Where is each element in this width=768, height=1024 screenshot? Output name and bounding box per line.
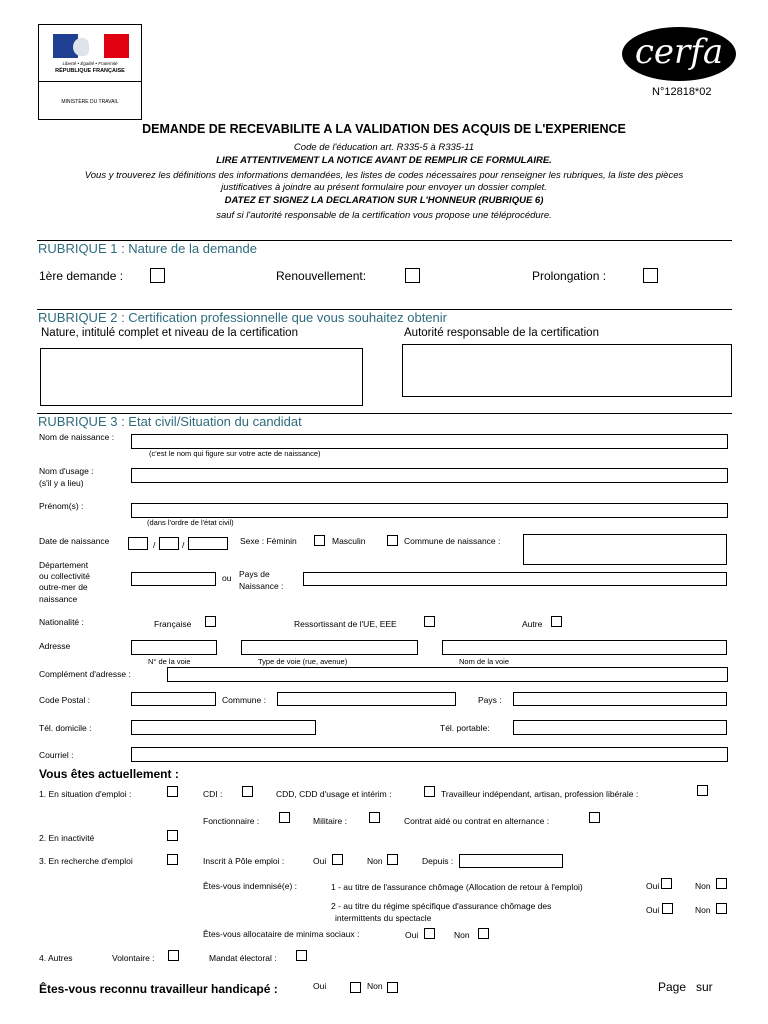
- eu-label: Ressortissant de l'UE, EEE: [294, 619, 397, 629]
- french-checkbox[interactable]: [205, 616, 216, 627]
- or-label: ou: [222, 573, 232, 583]
- extension-label: Prolongation :: [532, 269, 607, 283]
- birth-country-label-2: Naissance :: [239, 581, 284, 591]
- birth-town-label: Commune de naissance :: [404, 536, 501, 546]
- aided-contract-checkbox[interactable]: [589, 812, 600, 823]
- others-label: 4. Autres: [39, 953, 73, 963]
- compensated-label: Êtes-vous indemnisé(e) :: [203, 881, 298, 891]
- first-request-checkbox[interactable]: [150, 268, 165, 283]
- flag-icon: [53, 34, 129, 58]
- cerfa-logo-text: cerfa: [634, 32, 724, 72]
- usage-name-label-2: (s'il y a lieu): [39, 478, 84, 488]
- pole-emploi-no-label: Non: [367, 856, 383, 866]
- birth-name-hint: (c'est le nom qui figure sur votre acte de naissance): [149, 449, 321, 458]
- birth-dept-field[interactable]: [131, 572, 216, 586]
- pole-emploi-yes-checkbox[interactable]: [332, 854, 343, 865]
- mandate-checkbox[interactable]: [296, 950, 307, 961]
- cdi-checkbox[interactable]: [242, 786, 253, 797]
- date-separator: /: [182, 540, 185, 550]
- pole-emploi-no-checkbox[interactable]: [387, 854, 398, 865]
- country-label: Pays :: [478, 695, 502, 705]
- postal-code-field[interactable]: [131, 692, 216, 706]
- inactive-checkbox[interactable]: [167, 830, 178, 841]
- postal-code-label: Code Postal :: [39, 695, 91, 705]
- renewal-checkbox[interactable]: [405, 268, 420, 283]
- sex-female-checkbox[interactable]: [314, 535, 325, 546]
- employed-label: 1. En situation d'emploi :: [39, 789, 132, 799]
- compensation-1-yes-label: Oui: [646, 881, 660, 891]
- teleprocedure-note: sauf si l'autorité responsable de la certification vous propose une téléprocédure.: [216, 210, 552, 221]
- town-field[interactable]: [277, 692, 456, 706]
- mandate-label: Mandat électoral :: [209, 953, 277, 963]
- civil-servant-checkbox[interactable]: [279, 812, 290, 823]
- rubrique-3-title: RUBRIQUE 3 : Etat civil/Situation du candidat: [38, 414, 302, 429]
- minima-yes-checkbox[interactable]: [424, 928, 435, 939]
- street-type-field[interactable]: [241, 640, 418, 655]
- since-label: Depuis :: [422, 856, 454, 866]
- volunteer-label: Volontaire :: [112, 953, 155, 963]
- address-complement-field[interactable]: [167, 667, 728, 682]
- dept-label-4: naissance: [39, 594, 78, 604]
- independent-checkbox[interactable]: [697, 785, 708, 796]
- handicap-yes-checkbox[interactable]: [350, 982, 361, 993]
- street-name-caption: Nom de la voie: [459, 657, 510, 666]
- compensation-1-no-label: Non: [695, 881, 711, 891]
- form-title: DEMANDE DE RECEVABILITE A LA VALIDATION DES ACQUIS DE L'EXPERIENCE: [142, 122, 626, 136]
- mobile-phone-label: Tél. portable:: [440, 723, 490, 733]
- usage-name-field[interactable]: [131, 468, 728, 483]
- handicap-label: Êtes-vous reconnu travailleur handicapé :: [39, 982, 278, 996]
- birth-name-label: Nom de naissance :: [39, 432, 115, 442]
- rubrique-2-title: RUBRIQUE 2 : Certification professionnelle que vous souhaitez obtenir: [38, 310, 447, 325]
- email-label: Courriel :: [39, 750, 74, 760]
- compensation-1-label: 1 - au titre de l'assurance chômage (Allocation de retour à l'emploi): [331, 882, 583, 892]
- republic: RÉPUBLIQUE FRANÇAISE: [55, 68, 125, 74]
- military-checkbox[interactable]: [369, 812, 380, 823]
- aided-contract-label: Contrat aidé ou contrat en alternance :: [404, 816, 550, 826]
- pole-emploi-label: Inscrit à Pôle emploi :: [203, 856, 285, 866]
- ministry: MINISTÈRE DU TRAVAIL: [61, 99, 119, 105]
- nationality-label: Nationalité :: [39, 617, 84, 627]
- job-seeking-checkbox[interactable]: [167, 854, 178, 865]
- marianne-logo: [38, 24, 142, 120]
- first-names-hint: (dans l'ordre de l'état civil): [147, 518, 234, 527]
- sex-male-checkbox[interactable]: [387, 535, 398, 546]
- birth-country-label-1: Pays de: [239, 569, 270, 579]
- handicap-no-checkbox[interactable]: [387, 982, 398, 993]
- minima-yes-label: Oui: [405, 930, 419, 940]
- birth-town-field[interactable]: [523, 534, 727, 565]
- usage-name-label: Nom d'usage :: [39, 466, 94, 476]
- read-notice: LIRE ATTENTIVEMENT LA NOTICE AVANT DE REMPLIR CE FORMULAIRE.: [216, 155, 552, 166]
- french-label: Française: [154, 619, 192, 629]
- situation-title: Vous êtes actuellement :: [39, 767, 179, 781]
- minima-no-checkbox[interactable]: [478, 928, 489, 939]
- compensation-1-no-checkbox[interactable]: [716, 878, 727, 889]
- birth-country-field[interactable]: [303, 572, 727, 586]
- sign-instruction: DATEZ ET SIGNEZ LA DECLARATION SUR L'HONNEUR (RUBRIQUE 6): [224, 195, 544, 206]
- handicap-no-label: Non: [367, 981, 383, 991]
- birth-day-field[interactable]: [128, 537, 148, 550]
- birth-month-field[interactable]: [159, 537, 179, 550]
- military-label: Militaire :: [313, 816, 348, 826]
- volunteer-checkbox[interactable]: [168, 950, 179, 961]
- other-nationality-label: Autre: [522, 619, 543, 629]
- legal-code: Code de l'éducation art. R335-5 à R335-11: [293, 142, 475, 153]
- compensation-2-yes-label: Oui: [646, 905, 660, 915]
- minima-label: Êtes-vous allocataire de minima sociaux :: [203, 929, 360, 939]
- compensation-1-yes-checkbox[interactable]: [661, 878, 672, 889]
- independent-label: Travailleur indépendant, artisan, profession libérale :: [441, 789, 639, 799]
- compensation-2-label-2: intermittents du spectacle: [335, 913, 432, 923]
- dept-label-1: Département: [39, 560, 89, 570]
- certification-nature-field[interactable]: [40, 348, 363, 406]
- date-separator: /: [153, 540, 156, 550]
- page-label: Page: [658, 980, 687, 994]
- notice-line-2: justificatives à joindre au présent formulaire pour envoyer un dossier complet.: [221, 182, 547, 193]
- street-type-caption: Type de voie (rue, avenue): [258, 657, 348, 666]
- rubrique-1-title: RUBRIQUE 1 : Nature de la demande: [38, 241, 257, 256]
- birth-year-field[interactable]: [188, 537, 228, 550]
- page-of-label: sur: [696, 980, 713, 994]
- sex-female-label: Sexe : Féminin: [240, 536, 297, 546]
- address-label: Adresse: [39, 641, 71, 651]
- minima-no-label: Non: [454, 930, 470, 940]
- sex-male-label: Masculin: [332, 536, 366, 546]
- dept-label-3: outre-mer de: [39, 582, 88, 592]
- notice-line-1: Vous y trouverez les définitions des informations demandées, les listes de codes nécessaires pour renseigner les rubriques, la liste des pièces: [84, 170, 684, 181]
- handicap-yes-label: Oui: [313, 981, 327, 991]
- first-request-label: 1ère demande :: [39, 269, 124, 283]
- cdi-label: CDI :: [203, 789, 223, 799]
- country-field[interactable]: [513, 692, 727, 706]
- other-nationality-checkbox[interactable]: [551, 616, 562, 627]
- street-number-field[interactable]: [131, 640, 217, 655]
- street-number-caption: N° de la voie: [148, 657, 191, 666]
- compensation-2-no-checkbox[interactable]: [716, 903, 727, 914]
- street-name-field[interactable]: [442, 640, 727, 655]
- form-number: N°12818*02: [652, 86, 712, 98]
- email-field[interactable]: [131, 747, 728, 762]
- motto: Liberté • Égalité • Fraternité: [62, 61, 118, 66]
- cdd-label: CDD, CDD d'usage et intérim :: [276, 789, 392, 799]
- pole-emploi-yes-label: Oui: [313, 856, 327, 866]
- home-phone-label: Tél. domicile :: [39, 723, 92, 733]
- first-names-label: Prénom(s) :: [39, 501, 84, 511]
- address-complement-label: Complément d'adresse :: [39, 669, 131, 679]
- compensation-2-yes-checkbox[interactable]: [662, 903, 673, 914]
- inactive-label: 2. En inactivité: [39, 833, 95, 843]
- town-label: Commune :: [222, 695, 266, 705]
- home-phone-field[interactable]: [131, 720, 316, 735]
- job-seeking-label: 3. En recherche d'emploi: [39, 856, 133, 866]
- civil-servant-label: Fonctionnaire :: [203, 816, 260, 826]
- mobile-phone-field[interactable]: [513, 720, 727, 735]
- eu-checkbox[interactable]: [424, 616, 435, 627]
- dept-label-2: ou collectivité: [39, 571, 91, 581]
- compensation-2-no-label: Non: [695, 905, 711, 915]
- birth-date-label: Date de naissance: [39, 536, 110, 546]
- first-names-field[interactable]: [131, 503, 728, 518]
- compensation-2-label: 2 - au titre du régime spécifique d'assurance chômage des: [331, 901, 552, 911]
- certification-authority-field[interactable]: [402, 344, 732, 397]
- renewal-label: Renouvellement:: [276, 269, 367, 283]
- employed-checkbox[interactable]: [167, 786, 178, 797]
- certification-authority-label: Autorité responsable de la certification: [404, 327, 599, 339]
- certification-nature-label: Nature, intitulé complet et niveau de la certification: [41, 327, 298, 339]
- since-field[interactable]: [459, 854, 563, 868]
- extension-checkbox[interactable]: [643, 268, 658, 283]
- birth-name-field[interactable]: [131, 434, 728, 449]
- cdd-checkbox[interactable]: [424, 786, 435, 797]
